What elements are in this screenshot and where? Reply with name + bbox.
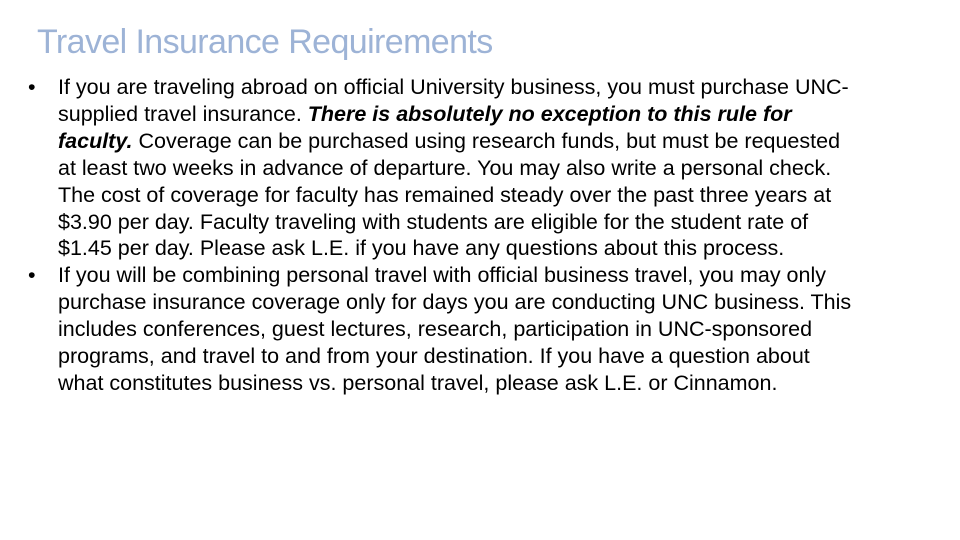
bullet-item-insurance-requirement xyxy=(28,74,928,262)
bullet-icon: • xyxy=(28,263,36,288)
bullet-text xyxy=(58,74,858,262)
bullet-icon: • xyxy=(28,75,36,99)
bullet-rest-text: Coverage can be purchased using research funds, but must be requested at least two weeks in advance of departure. You may also write a personal check. The cost of coverage for faculty has remained steady over the past three years at $3.90 per day. Faculty traveling with students are eligible for the student rate of $1.45 per day. Please ask L.E. if you have any questions about this process. xyxy=(58,128,841,261)
bullet-lead-text: If you are traveling abroad on official University business, you must purchase UNC-supplied travel insurance. xyxy=(58,75,849,126)
bullet-item-personal-travel xyxy=(28,262,928,397)
bullet-emphasis-text: There is absolutely no exception to this rule for faculty. xyxy=(58,101,792,153)
bullet-list xyxy=(28,74,928,397)
slide-title: Travel Insurance Requirements xyxy=(37,23,493,61)
bullet-text: If you will be combining personal travel with official business travel, you may only purchase insurance coverage only for days you are conducting UNC business. This includes conferences, guest lectures, research, participation in UNC-sponsored programs, and travel to and from your destination. If you have a question about what constitutes business vs. personal travel, please ask L.E. or Cinnamon. xyxy=(58,263,852,395)
